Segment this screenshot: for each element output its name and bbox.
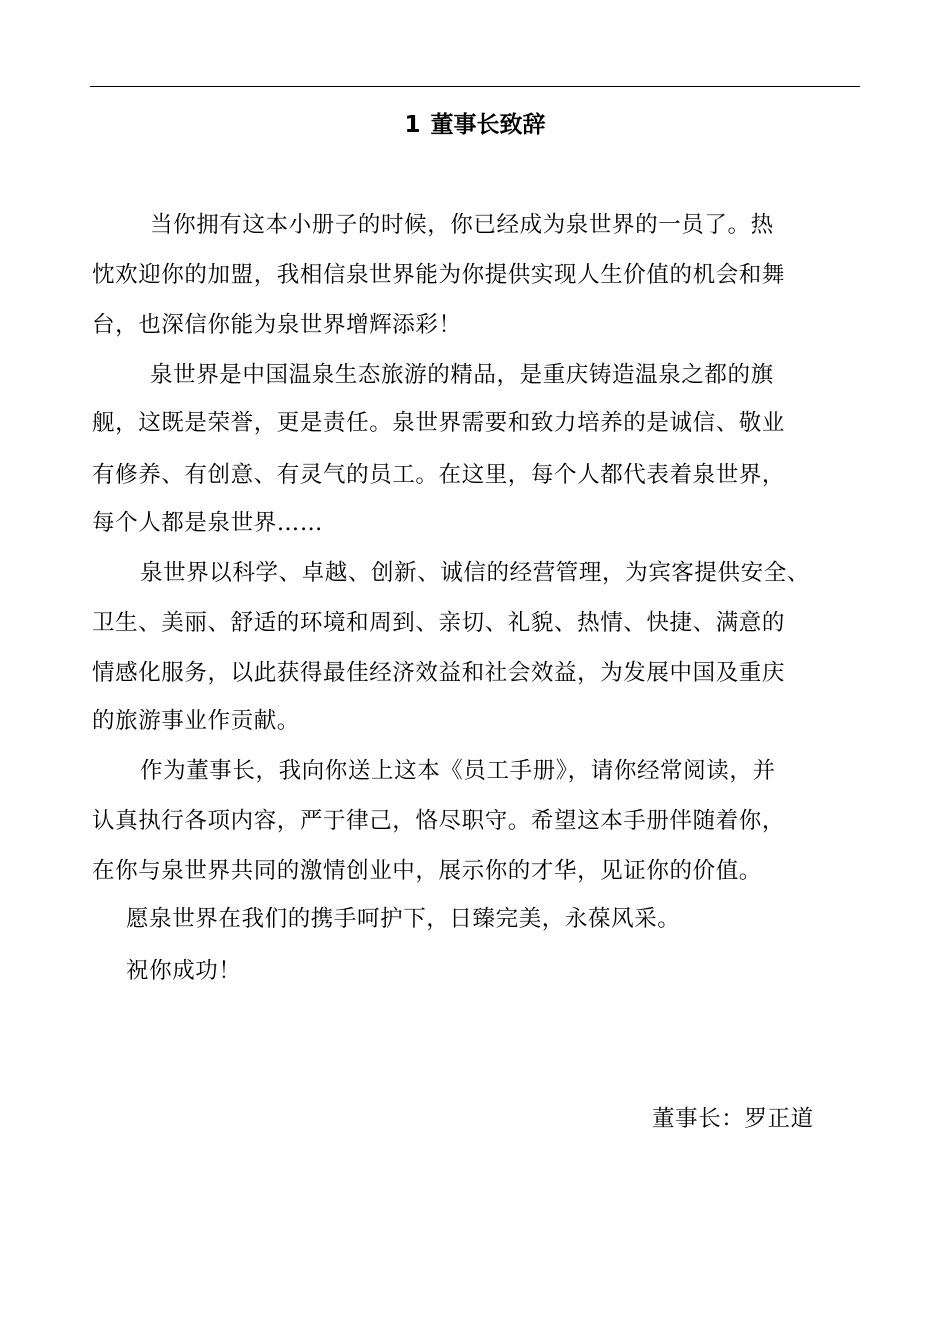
body-line: 认真执行各项内容，严于律己，恪尽职守。希望这本手册伴随着你，	[92, 808, 786, 834]
body-line: 忱欢迎你的加盟，我相信泉世界能为你提供实现人生价值的机会和舞	[92, 262, 786, 288]
body-line: 情感化服务，以此获得最佳经济效益和社会效益，为发展中国及重庆	[92, 660, 786, 686]
body-line: 舰，这既是荣誉，更是责任。泉世界需要和致力培养的是诚信、敬业	[92, 410, 786, 436]
section-title: 董事长致辞	[430, 112, 546, 138]
header-rule	[90, 86, 860, 87]
section-number: 1	[404, 112, 421, 138]
body-line: 卫生、美丽、舒适的环境和周到、亲切、礼貌、热情、快捷、满意的	[92, 610, 786, 636]
body-line: 台，也深信你能为泉世界增辉添彩！	[92, 312, 462, 338]
body-line: 作为董事长，我向你送上这本《员工手册》，请你经常阅读，并	[140, 758, 776, 784]
body-line: 有修养、有创意、有灵气的员工。在这里，每个人都代表着泉世界，	[92, 462, 786, 488]
body-line: 愿泉世界在我们的携手呵护下，日臻完美，永葆风采。	[126, 906, 681, 932]
body-line: 当你拥有这本小册子的时候，你已经成为泉世界的一员了。热	[150, 212, 774, 238]
body-line: 在你与泉世界共同的激情创业中，展示你的才华，见证你的价值。	[92, 858, 762, 884]
body-line: 泉世界以科学、卓越、创新、诚信的经营管理，为宾客提供安全、	[140, 560, 810, 586]
body-line: 的旅游事业作贡献。	[92, 708, 300, 734]
page-title	[0, 110, 950, 140]
body-line: 泉世界是中国温泉生态旅游的精品，是重庆铸造温泉之都的旗	[150, 362, 774, 388]
body-line: 每个人都是泉世界……	[92, 510, 324, 536]
signature: 董事长：罗正道	[652, 1106, 814, 1132]
body-line: 祝你成功！	[126, 958, 242, 984]
